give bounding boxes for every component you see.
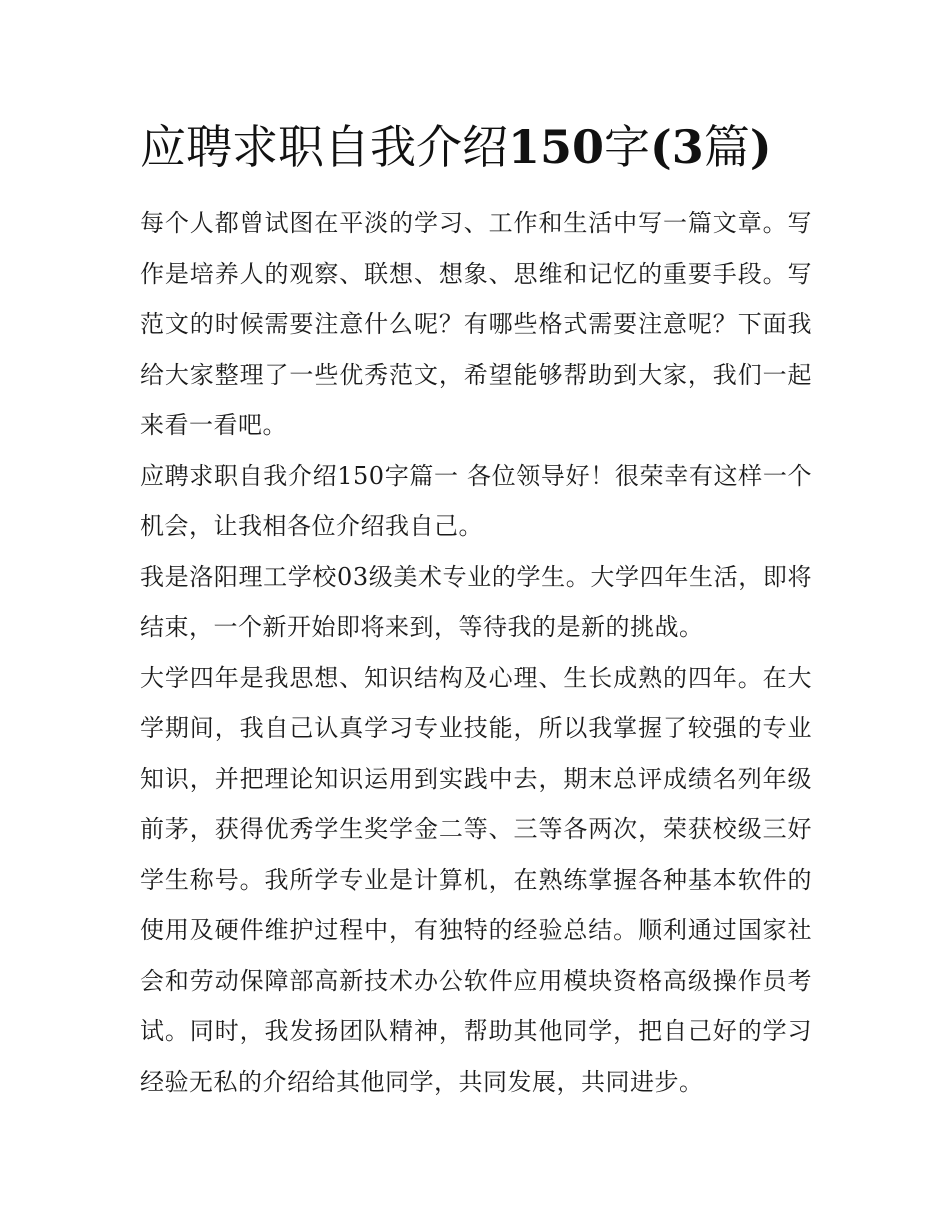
- paragraph-intro: 每个人都曾试图在平淡的学习、工作和生活中写一篇文章。写作是培养人的观察、联想、想象、思维和记忆的重要手段。写范文的时候需要注意什么呢？有哪些格式需要注意呢？下面我给大家整理了一些优秀范文，希望能够帮助到大家，我们一起来看一看吧。: [140, 209, 812, 439]
- title-close-paren: ): [749, 120, 772, 174]
- paragraph-university: 大学四年是我思想、知识结构及心理、生长成熟的四年。在大学期间，我自己认真学习专业技能，所以我掌握了较强的专业知识，并把理论知识运用到实践中去，期末总评成绩名列年级前茅，获得优秀学生奖学金二等、三等各两次，荣获校级三好学生称号。我所学专业是计算机，在熟练掌握各种基本软件的使用及硬件维护过程中，有独特的经验总结。顺利通过国家社会和劳动保障部高新技术办公软件应用模块资格高级操作员考试。同时，我发扬团队精神，帮助其他同学，把自己好的学习经验无私的介绍给其他同学，共同发展，共同进步。: [140, 663, 812, 1096]
- document-body: [140, 198, 812, 1107]
- title-text-zi: 字: [604, 120, 651, 174]
- title-count: (3: [650, 120, 704, 174]
- paragraph-background: 我是洛阳理工学校03级美术专业的学生。大学四年生活，即将结束，一个新开始即将来到，等待我的是新的挑战。: [140, 562, 812, 641]
- title-text-pian: 篇: [703, 120, 750, 174]
- title-text-cn: 应聘求职自我介绍: [140, 120, 508, 174]
- page-title: [140, 112, 820, 182]
- paragraph-greeting: 应聘求职自我介绍150字篇一 各位领导好！很荣幸有这样一个机会，让我相各位介绍我自己。: [140, 461, 812, 540]
- title-number: 150: [508, 120, 605, 174]
